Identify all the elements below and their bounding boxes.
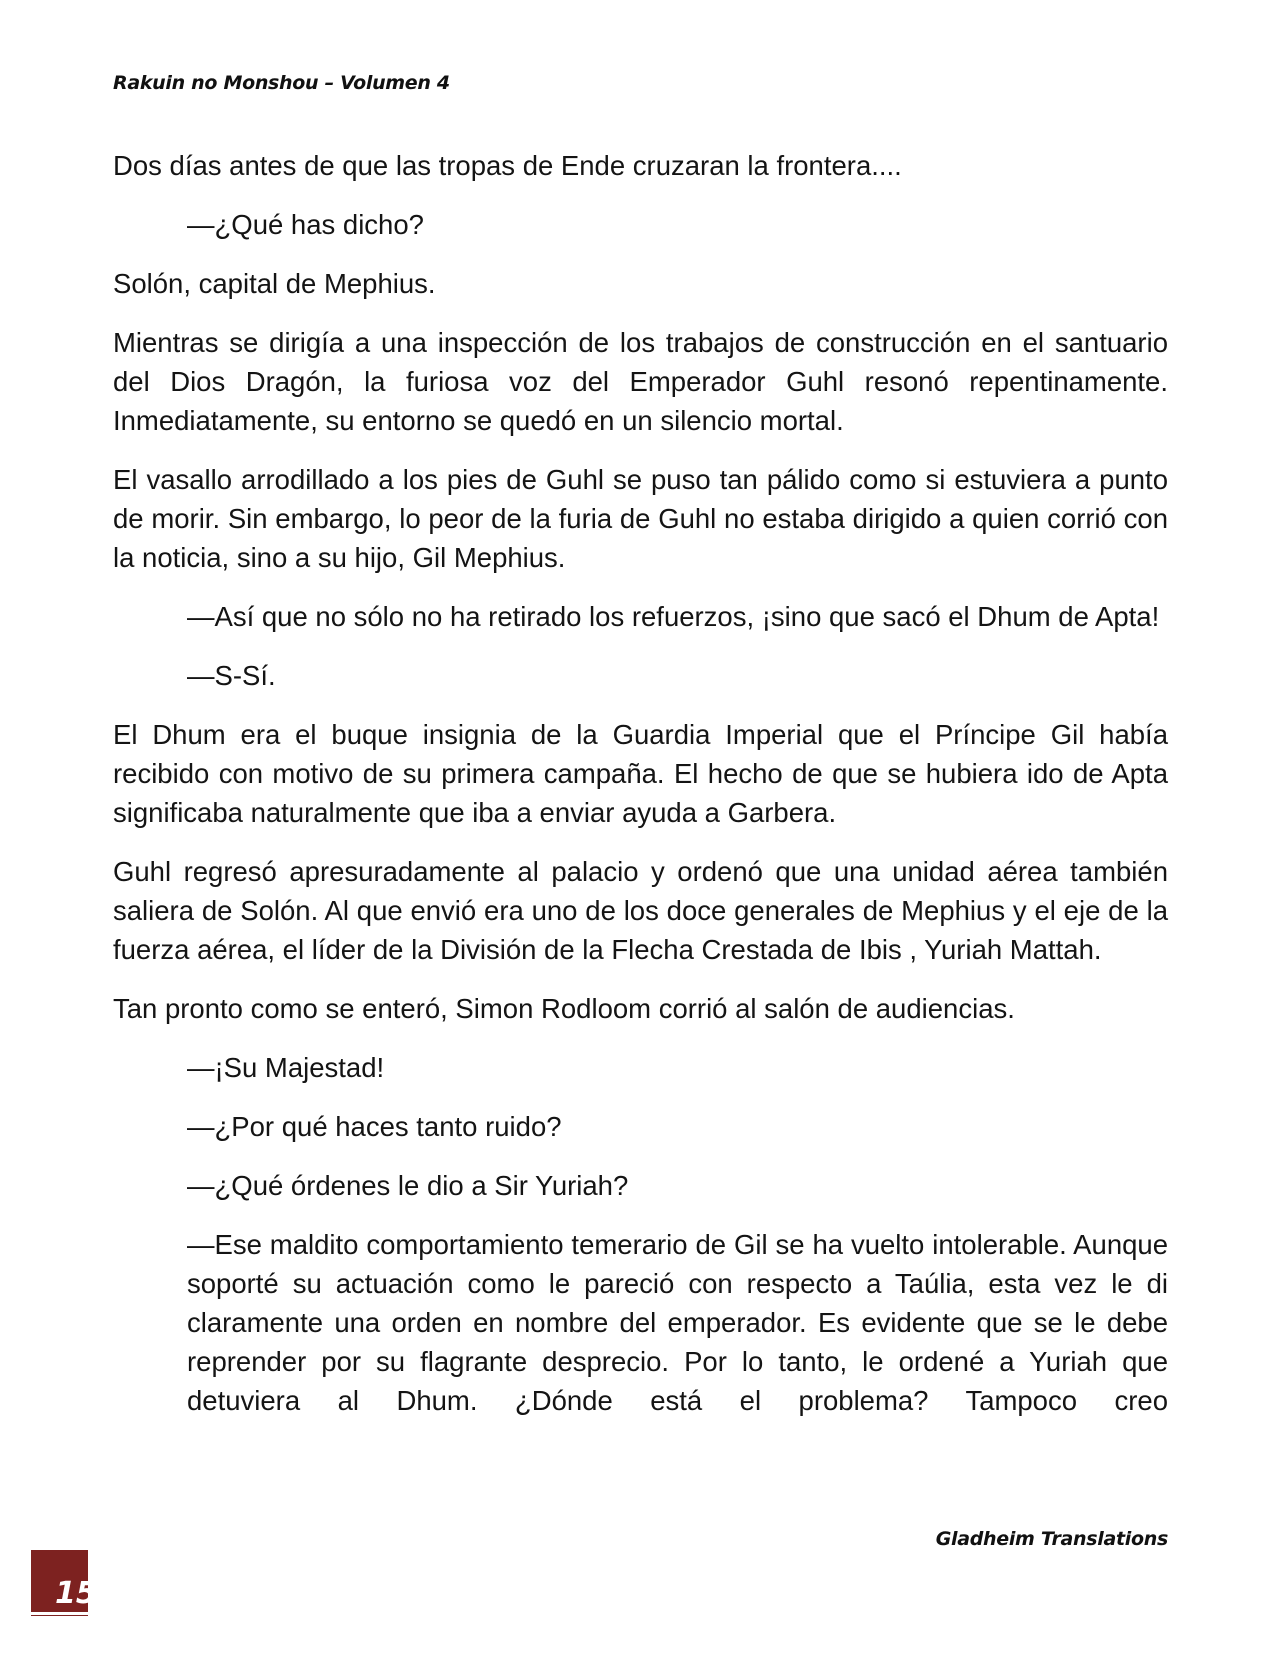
- dialogue-line: —Así que no sólo no ha retirado los refuerzos, ¡sino que sacó el Dhum de Apta!: [187, 601, 1160, 632]
- page-number-underline: [31, 1612, 88, 1615]
- paragraph: Dos días antes de que las tropas de Ende cruzaran la frontera....: [113, 150, 902, 181]
- page-body: [113, 146, 1168, 1420]
- dialogue-line: —¿Por qué haces tanto ruido?: [187, 1111, 562, 1142]
- dialogue-line: —Ese maldito comportamiento temerario de Gil se ha vuelto intolerable. Aunque soporté su actuación como le pareció con respecto a Taúlia, esta vez le di claramente una orden en nombre del emperador. Es evidente que se le debe reprender por su flagrante desprecio. Por lo tanto, le ordené a Yuriah que detuviera al Dhum. ¿Dónde está el problema? Tampoco creo: [187, 1229, 1168, 1416]
- dialogue-line: —¿Qué órdenes le dio a Sir Yuriah?: [187, 1170, 629, 1201]
- paragraph: Mientras se dirigía a una inspección de los trabajos de construcción en el santuario del Dios Dragón, la furiosa voz del Emperador Guhl resonó repentinamente. Inmediatamente, su entorno se quedó en un silencio mortal.: [113, 327, 1168, 436]
- paragraph: El vasallo arrodillado a los pies de Guhl se puso tan pálido como si estuviera a punto de morir. Sin embargo, lo peor de la furia de Guhl no estaba dirigido a quien corrió con la noticia, sino a su hijo, Gil Mephius.: [113, 464, 1168, 573]
- paragraph: El Dhum era el buque insignia de la Guardia Imperial que el Príncipe Gil había recibido con motivo de su primera campaña. El hecho de que se hubiera ido de Apta significaba naturalmente que iba a enviar ayuda a Garbera.: [113, 719, 1168, 828]
- translator-credit: Gladheim Translations: [935, 1528, 1168, 1550]
- paragraph: Guhl regresó apresuradamente al palacio y ordenó que una unidad aérea también saliera de Solón. Al que envió era uno de los doce generales de Mephius y el eje de la fuerza aérea, el líder de la División de la Flecha Crestada de Ibis , Yuriah Mattah.: [113, 856, 1168, 965]
- page-number: 15: [55, 1576, 97, 1611]
- dialogue-line: —¿Qué has dicho?: [187, 209, 424, 240]
- dialogue-line: —S-Sí.: [187, 660, 276, 691]
- page-number-box: [31, 1550, 97, 1616]
- dialogue-line: —¡Su Majestad!: [187, 1052, 385, 1083]
- paragraph: Solón, capital de Mephius.: [113, 268, 436, 299]
- running-header: Rakuin no Monshou – Volumen 4: [113, 72, 450, 94]
- paragraph: Tan pronto como se enteró, Simon Rodloom corrió al salón de audiencias.: [113, 993, 1015, 1024]
